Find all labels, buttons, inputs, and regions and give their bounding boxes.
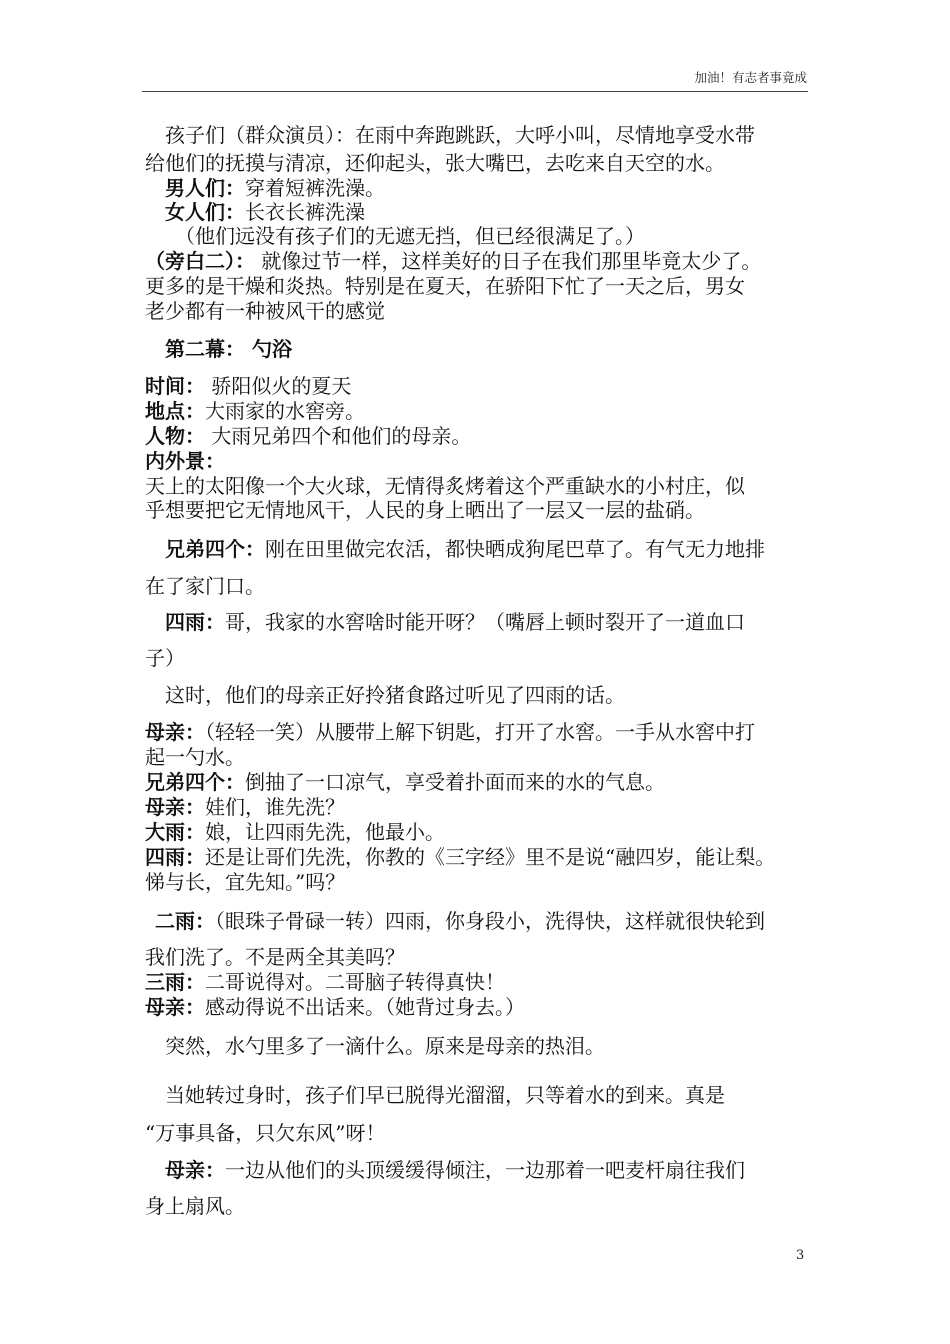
line-text: 在了家门口。 <box>145 574 265 598</box>
stage-info-characters <box>145 424 471 448</box>
text-line <box>145 1194 245 1218</box>
text-line <box>145 574 265 598</box>
line-text: 孩子们（群众演员）：在雨中奔跑跳跃，大呼小叫，尽情地享受水带 <box>165 123 755 147</box>
line-text: 刚在田里做完农活，都快晒成狗尾巴草了。有气无力地排 <box>265 537 765 561</box>
line-text: 给他们的抚摸与清凉，还仰起头，张大嘴巴，去吃来自天空的水。 <box>145 151 725 175</box>
line-text: 长衣长裤洗澡 <box>245 200 365 224</box>
dialogue-line <box>145 795 345 819</box>
dialogue-line <box>155 909 765 933</box>
text-line <box>145 474 745 498</box>
dialogue-line <box>145 820 445 844</box>
stage-info-time <box>145 374 351 398</box>
text-line <box>165 683 625 707</box>
line-text: 倒抽了一口凉气，享受着扑面而来的水的气息。 <box>245 770 665 794</box>
line-text: 大雨家的水窖旁。 <box>205 399 365 423</box>
text-line <box>165 1034 605 1058</box>
line-text: 就像过节一样，这样美好的日子在我们那里毕竟太少了。 <box>255 249 762 273</box>
info-label: 地点： <box>145 399 205 423</box>
dialogue-line <box>145 770 665 794</box>
line-text: 哥，我家的水窖啥时能开呀？（嘴唇上顿时裂开了一道血口 <box>225 610 745 634</box>
line-text: 娃们，谁先洗？ <box>205 795 345 819</box>
line-text: 子） <box>145 646 185 670</box>
line-text: 老少都有一种被风干的感觉 <box>145 299 385 323</box>
text-line <box>165 123 755 147</box>
speaker-label: 女人们： <box>165 200 245 224</box>
line-text: “万事具备，只欠东风”呀！ <box>145 1121 386 1145</box>
speaker-label: 二雨： <box>155 909 215 933</box>
dialogue-line <box>165 176 385 200</box>
text-line <box>175 224 645 248</box>
header-divider <box>142 91 808 92</box>
text-line <box>145 151 725 175</box>
line-text: 娘，让四雨先洗，他最小。 <box>205 820 445 844</box>
line-text: 更多的是干燥和炎热。特别是在夏天，在骄阳下忙了一天之后，男女 <box>145 274 745 298</box>
speaker-label: 四雨： <box>165 610 225 634</box>
speaker-label: 兄弟四个： <box>165 537 265 561</box>
speaker-label: 兄弟四个： <box>145 770 245 794</box>
info-label: 内外景： <box>145 449 225 473</box>
dialogue-line <box>165 1158 745 1182</box>
speaker-label: （旁白二）： <box>145 249 255 273</box>
dialogue-line <box>165 200 365 224</box>
line-text: 骄阳似火的夏天 <box>205 374 352 398</box>
dialogue-line <box>145 970 505 994</box>
dialogue-line <box>165 537 765 561</box>
line-text: 起一勺水。 <box>145 745 245 769</box>
dialogue-line <box>145 720 755 744</box>
speaker-label: 母亲： <box>145 995 205 1019</box>
dialogue-line <box>145 995 525 1019</box>
text-line <box>145 1121 385 1145</box>
speaker-label: 四雨： <box>145 845 205 869</box>
speaker-label: 母亲： <box>145 720 205 744</box>
text-line <box>145 299 385 323</box>
dialogue-line <box>145 249 761 273</box>
line-text: 还是让哥们先洗，你教的《三字经》里不是说“融四岁，能让梨。 <box>205 845 776 869</box>
line-text: （他们远没有孩子们的无遮无挡，但已经很满足了。） <box>175 224 645 248</box>
stage-info-scene <box>145 449 225 473</box>
text-line <box>145 274 745 298</box>
line-text: 二哥说得对。二哥脑子转得真快！ <box>205 970 505 994</box>
stage-info-place <box>145 399 365 423</box>
speaker-label: 三雨： <box>145 970 205 994</box>
speaker-label: 母亲： <box>165 1158 225 1182</box>
line-text: 突然，水勺里多了一滴什么。原来是母亲的热泪。 <box>165 1034 605 1058</box>
text-line <box>145 646 185 670</box>
scene-title <box>165 337 292 361</box>
line-text: 一边从他们的头顶缓缓得倾注，一边那着一吧麦杆扇往我们 <box>225 1158 745 1182</box>
text-line <box>165 1083 725 1107</box>
line-text: 感动得说不出话来。（她背过身去。） <box>205 995 525 1019</box>
speaker-label: 母亲： <box>145 795 205 819</box>
page-header-motto: 加油！有志者事竟成 <box>694 70 807 85</box>
text-line <box>145 498 705 522</box>
line-text: 这时，他们的母亲正好拎猪食路过听见了四雨的话。 <box>165 683 625 707</box>
dialogue-line <box>145 845 775 869</box>
page-number: 3 <box>796 1248 805 1263</box>
line-text: （眼珠子骨碌一转）四雨，你身段小，洗得快，这样就很快轮到 <box>215 909 765 933</box>
line-text: 乎想要把它无情地风干，人民的身上晒出了一层又一层的盐硝。 <box>145 498 705 522</box>
speaker-label: 男人们： <box>165 176 245 200</box>
text-line <box>145 870 345 894</box>
dialogue-line <box>165 610 745 634</box>
line-text: 悌与长，宜先知。”吗？ <box>145 870 346 894</box>
line-text: 穿着短裤洗澡。 <box>245 176 385 200</box>
line-text: 大雨兄弟四个和他们的母亲。 <box>205 424 472 448</box>
text-line <box>145 945 405 969</box>
speaker-label: 大雨： <box>145 820 205 844</box>
line-text: 当她转过身时，孩子们早已脱得光溜溜，只等着水的到来。真是 <box>165 1083 725 1107</box>
scene-title-text: 第二幕： 勺浴 <box>165 337 292 361</box>
text-line <box>145 745 245 769</box>
line-text: 我们洗了。不是两全其美吗？ <box>145 945 405 969</box>
line-text: 天上的太阳像一个大火球，无情得炙烤着这个严重缺水的小村庄，似 <box>145 474 745 498</box>
info-label: 人物： <box>145 424 205 448</box>
info-label: 时间： <box>145 374 205 398</box>
line-text: （轻轻一笑）从腰带上解下钥匙，打开了水窖。一手从水窖中打 <box>205 720 755 744</box>
line-text: 身上扇风。 <box>145 1194 245 1218</box>
